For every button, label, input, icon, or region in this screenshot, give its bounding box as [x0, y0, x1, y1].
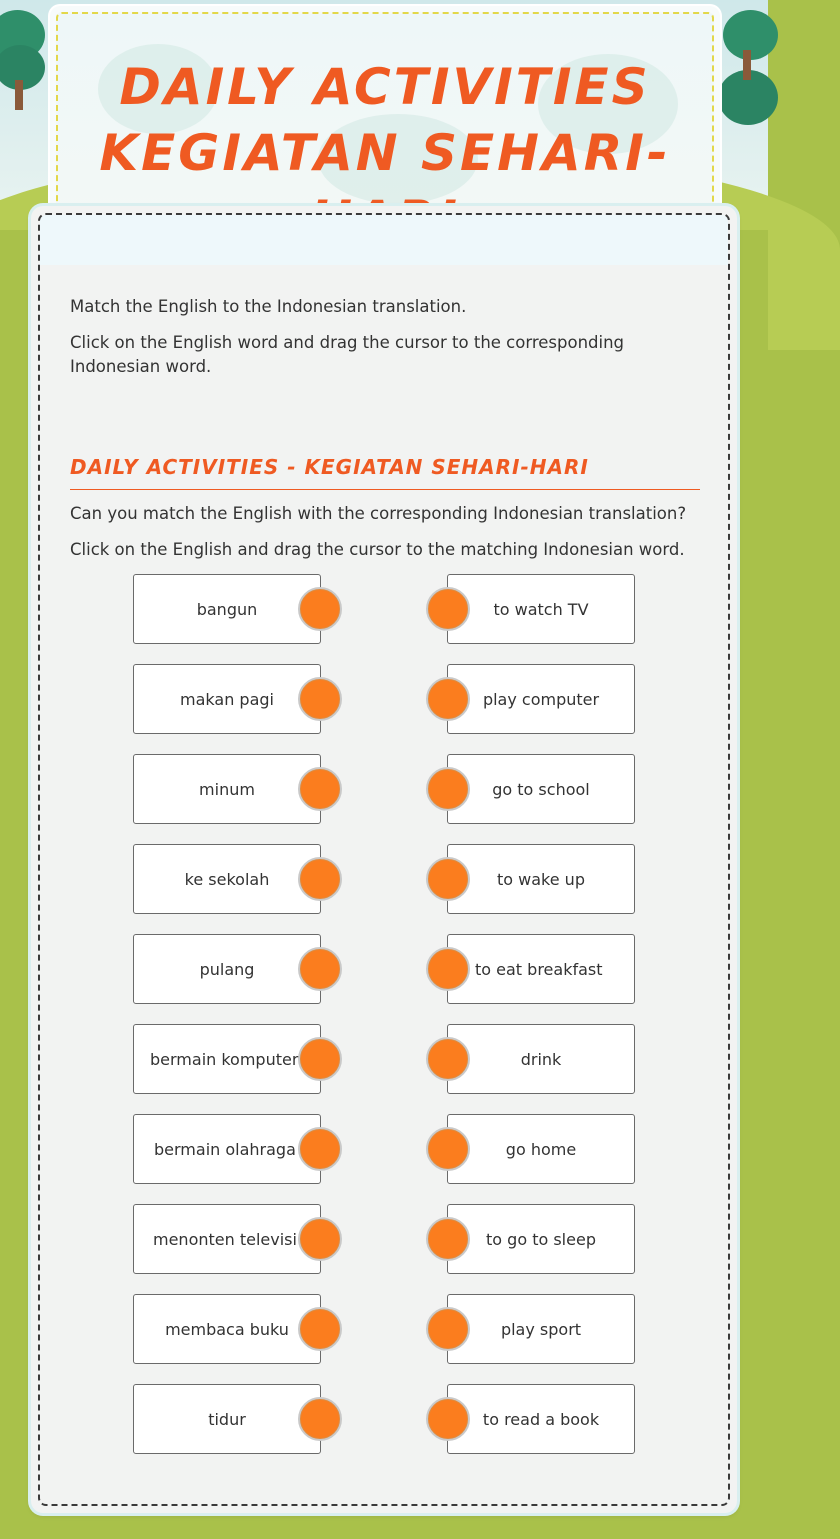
- match-right-item[interactable]: [447, 1024, 635, 1094]
- connector-dot-right[interactable]: [426, 587, 470, 631]
- match-right-item[interactable]: [447, 574, 635, 644]
- match-right-label: to read a book: [482, 1409, 600, 1429]
- connector-dot-right[interactable]: [426, 1307, 470, 1351]
- match-left-item[interactable]: [133, 754, 321, 824]
- page-title-line2: KEGIATAN SEHARI-: [99, 124, 671, 182]
- connector-dot-right[interactable]: [426, 1397, 470, 1441]
- match-right-label: to watch TV: [493, 599, 589, 619]
- match-right-label: go home: [505, 1139, 577, 1159]
- instruction-line-1: Match the English to the Indonesian translation.: [70, 297, 467, 316]
- match-left-label: minum: [199, 779, 255, 799]
- match-left-item[interactable]: [133, 1024, 321, 1094]
- match-left-item[interactable]: [133, 574, 321, 644]
- connector-dot-left[interactable]: [298, 587, 342, 631]
- match-left-label: ke sekolah: [184, 869, 270, 889]
- instruction-line-2: Click on the English word and drag the cursor to the corresponding Indonesian word.: [70, 333, 625, 376]
- match-right-item[interactable]: [447, 1114, 635, 1184]
- match-right-label: to go to sleep: [486, 1229, 596, 1249]
- match-right-label: play sport: [500, 1319, 582, 1339]
- match-right-label: drink: [520, 1049, 562, 1069]
- match-left-item[interactable]: [133, 1384, 321, 1454]
- match-left-item[interactable]: [133, 1204, 321, 1274]
- match-right-item[interactable]: [447, 1384, 635, 1454]
- connector-dot-right[interactable]: [426, 677, 470, 721]
- match-right-label: play computer: [482, 689, 600, 709]
- match-right-label: to wake up: [497, 869, 585, 889]
- match-right-label: go to school: [492, 779, 590, 799]
- match-left-item[interactable]: [133, 934, 321, 1004]
- match-left-label: pulang: [199, 959, 255, 979]
- match-left-item[interactable]: [133, 664, 321, 734]
- match-left-label: bermain komputer: [150, 1049, 299, 1069]
- match-left-label: membaca buku: [165, 1319, 289, 1339]
- connector-dot-left[interactable]: [298, 1397, 342, 1441]
- match-left-label: menonten televisi: [153, 1229, 297, 1249]
- connector-dot-left[interactable]: [298, 1307, 342, 1351]
- tree-right: [718, 0, 778, 130]
- section-prompt-1: Can you match the English with the corresponding Indonesian translation?: [70, 504, 687, 523]
- match-left-item[interactable]: [133, 1294, 321, 1364]
- header-card: [50, 6, 720, 216]
- header-banner: [56, 12, 714, 216]
- connector-dot-left[interactable]: [298, 1217, 342, 1261]
- connector-dot-left[interactable]: [298, 1127, 342, 1171]
- match-right-item[interactable]: [447, 934, 635, 1004]
- connector-dot-right[interactable]: [426, 1037, 470, 1081]
- section-title: DAILY ACTIVITIES - KEGIATAN SEHARI-HARI: [70, 455, 700, 490]
- connector-dot-left[interactable]: [298, 767, 342, 811]
- connector-dot-right[interactable]: [426, 1127, 470, 1171]
- match-right-item[interactable]: [447, 754, 635, 824]
- match-right-label: to eat breakfast: [475, 959, 603, 979]
- match-left-label: tidur: [208, 1409, 246, 1429]
- match-left-item[interactable]: [133, 1114, 321, 1184]
- match-left-label: makan pagi: [180, 689, 274, 709]
- match-right-item[interactable]: [447, 844, 635, 914]
- connector-dot-right[interactable]: [426, 1217, 470, 1261]
- connector-dot-right[interactable]: [426, 857, 470, 901]
- connector-dot-right[interactable]: [426, 947, 470, 991]
- connector-dot-left[interactable]: [298, 947, 342, 991]
- connector-dot-left[interactable]: [298, 857, 342, 901]
- connector-dot-right[interactable]: [426, 767, 470, 811]
- section-prompt-2: Click on the English and drag the cursor to the matching Indonesian word.: [70, 540, 685, 559]
- match-right-item[interactable]: [447, 1204, 635, 1274]
- match-right-item[interactable]: [447, 1294, 635, 1364]
- match-left-item[interactable]: [133, 844, 321, 914]
- connector-dot-left[interactable]: [298, 1037, 342, 1081]
- match-left-label: bermain olahraga: [154, 1139, 296, 1159]
- page-title-line1: DAILY ACTIVITIES: [119, 58, 651, 116]
- match-left-label: bangun: [196, 599, 258, 619]
- match-right-item[interactable]: [447, 664, 635, 734]
- connector-dot-left[interactable]: [298, 677, 342, 721]
- tree-left: [0, 0, 50, 110]
